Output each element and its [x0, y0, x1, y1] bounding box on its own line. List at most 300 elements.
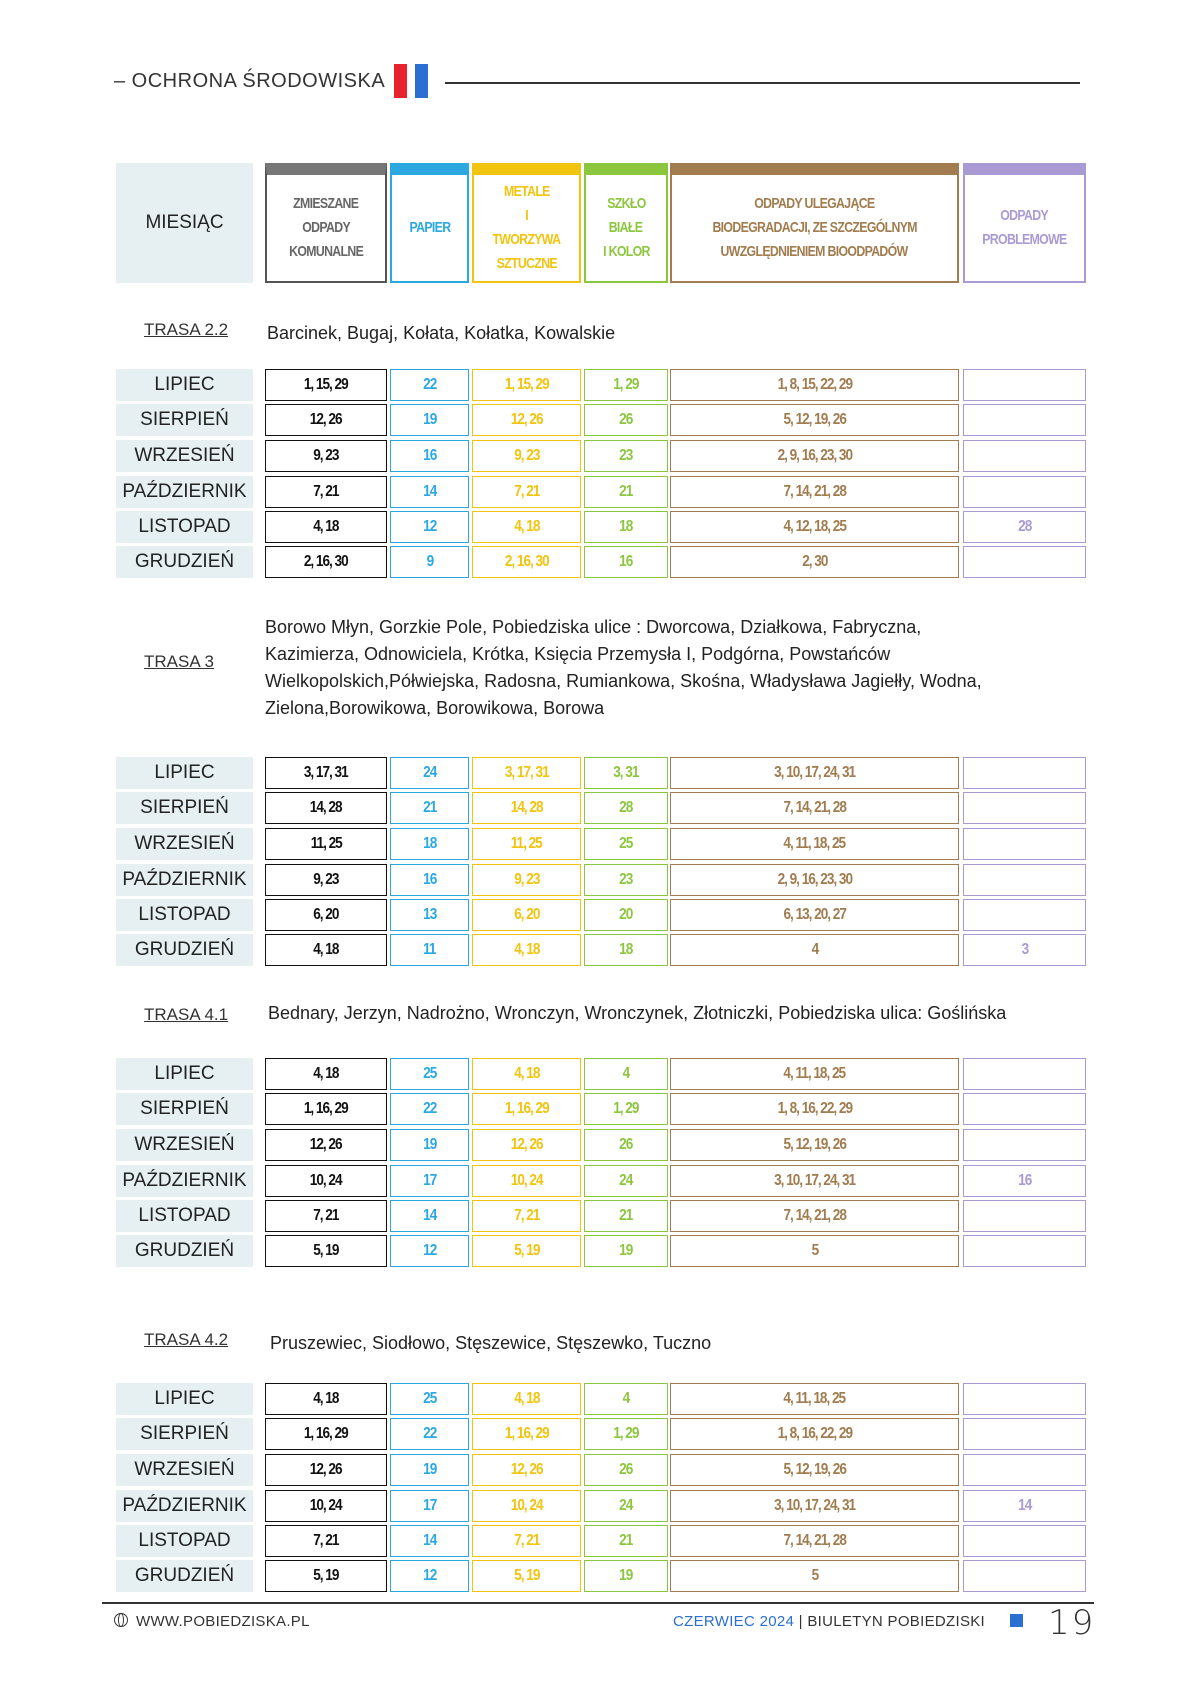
- date-cell-problemowe: [963, 440, 1086, 472]
- date-value: 23: [619, 871, 633, 888]
- date-value: 17: [422, 1172, 437, 1189]
- date-value: 25: [422, 1390, 437, 1407]
- header-line-text: TWORZYWA: [492, 231, 561, 248]
- date-value: 10, 24: [310, 1172, 342, 1189]
- date-cell-komunalne: [265, 1235, 387, 1267]
- date-value: 5, 19: [513, 1567, 540, 1584]
- route-towns-line: Kazimierza, Odnowiciela, Krótka, Księcia Przemysła I, Podgórna, Powstańców: [265, 644, 891, 664]
- date-value: 9, 23: [513, 447, 540, 464]
- date-value: 21: [619, 1532, 633, 1549]
- date-cell-bio: [670, 1235, 959, 1267]
- date-cell-bio: [670, 934, 959, 966]
- date-cell-metale: [472, 1560, 581, 1592]
- date-cell-komunalne: [265, 934, 387, 966]
- date-cell-metale: [472, 546, 581, 578]
- date-value: 4, 18: [513, 518, 540, 535]
- date-value: 14: [422, 483, 437, 500]
- date-value: 7, 21: [513, 1207, 540, 1224]
- date-cell-szklo: [584, 404, 668, 436]
- route-towns-line: Borowo Młyn, Gorzkie Pole, Pobiedziska ulice : Dworcowa, Działkowa, Fabryczna,: [265, 617, 922, 637]
- date-cell-problemowe: [963, 757, 1086, 789]
- date-value: 4, 11, 18, 25: [783, 835, 846, 852]
- date-cell-szklo: [584, 864, 668, 896]
- date-cell-metale: [472, 828, 581, 860]
- header-line-text: METALE: [503, 183, 550, 200]
- date-value: 17: [422, 1497, 437, 1514]
- date-value: 6, 20: [513, 906, 540, 923]
- route-towns: Bednary, Jerzyn, Nadrożno, Wronczyn, Wronczynek, Złotniczki, Pobiedziska ulica: Goślińska: [268, 1003, 1007, 1023]
- date-cell-papier: [390, 934, 469, 966]
- date-cell-problemowe: [963, 864, 1086, 896]
- date-value: 4: [622, 1065, 630, 1082]
- date-value: 7, 21: [313, 483, 339, 500]
- header-bio: [670, 163, 959, 283]
- date-value: 5, 19: [513, 1242, 540, 1259]
- month-label: LIPIEC: [116, 1383, 253, 1415]
- date-cell-problemowe: [963, 1383, 1086, 1415]
- date-cell-papier: [390, 1560, 469, 1592]
- date-value: 26: [619, 1461, 633, 1478]
- month-label: PAŹDZIERNIK: [116, 476, 253, 508]
- date-cell-szklo: [584, 440, 668, 472]
- header-problemowe: [963, 163, 1086, 283]
- date-cell-bio: [670, 1383, 959, 1415]
- month-label: LISTOPAD: [116, 1200, 253, 1232]
- date-cell-papier: [390, 511, 469, 543]
- date-cell-papier: [390, 1418, 469, 1450]
- date-cell-komunalne: [265, 1383, 387, 1415]
- header-line-text: PROBLEMOWE: [982, 231, 1067, 248]
- date-value: 22: [422, 1100, 437, 1117]
- date-cell-papier: [390, 1165, 469, 1197]
- date-cell-bio: [670, 828, 959, 860]
- date-value: 9, 23: [513, 871, 540, 888]
- month-label: LIPIEC: [116, 369, 253, 401]
- date-cell-problemowe: [963, 899, 1086, 931]
- date-value: 3: [1021, 941, 1028, 958]
- footer-publication-name: BIULETYN POBIEDZISKI: [807, 1613, 986, 1630]
- date-cell-szklo: [584, 1129, 668, 1161]
- date-value: 10, 24: [510, 1497, 543, 1514]
- month-label: LISTOPAD: [116, 1525, 253, 1557]
- date-value: 7, 21: [313, 1207, 339, 1224]
- date-value: 16: [422, 447, 437, 464]
- date-value: 14, 28: [510, 799, 543, 816]
- date-cell-szklo: [584, 792, 668, 824]
- date-value: 19: [422, 1461, 437, 1478]
- date-cell-problemowe: [963, 1058, 1086, 1090]
- date-value: 6, 20: [313, 906, 339, 923]
- date-value: 3, 17, 31: [304, 764, 348, 781]
- date-value: 5, 19: [313, 1567, 339, 1584]
- route-label: TRASA 4.2: [144, 1330, 229, 1349]
- date-cell-problemowe: [963, 369, 1086, 401]
- date-value: 12, 26: [310, 1461, 342, 1478]
- date-value: 16: [1017, 1172, 1032, 1189]
- date-cell-komunalne: [265, 476, 387, 508]
- date-cell-szklo: [584, 1490, 668, 1522]
- date-value: 24: [619, 1172, 633, 1189]
- date-value: 23: [619, 447, 633, 464]
- footer-website[interactable]: [114, 1613, 310, 1630]
- date-value: 1, 16, 29: [504, 1425, 549, 1442]
- date-cell-problemowe: [963, 792, 1086, 824]
- month-label: SIERPIEŃ: [116, 792, 253, 824]
- date-cell-metale: [472, 369, 581, 401]
- date-cell-komunalne: [265, 1560, 387, 1592]
- header-metale: [472, 163, 581, 283]
- date-value: 5, 12, 19, 26: [783, 1136, 846, 1153]
- date-value: 7, 14, 21, 28: [783, 1207, 846, 1224]
- footer-issue: CZERWIEC 2024: [673, 1613, 795, 1630]
- date-cell-komunalne: [265, 511, 387, 543]
- date-value: 19: [619, 1567, 633, 1584]
- date-value: 4, 18: [313, 941, 339, 958]
- route-label: TRASA 4.1: [144, 1005, 229, 1024]
- header-line-text: ZMIESZANE: [293, 195, 359, 212]
- header-line-text: I: [525, 207, 528, 224]
- month-label: GRUDZIEŃ: [116, 934, 253, 966]
- date-value: 20: [619, 906, 633, 923]
- month-label: SIERPIEŃ: [116, 1418, 253, 1450]
- date-cell-papier: [390, 1490, 469, 1522]
- date-value: 4, 18: [313, 1065, 339, 1082]
- date-value: 12, 26: [510, 411, 543, 428]
- date-cell-problemowe: [963, 1129, 1086, 1161]
- date-cell-komunalne: [265, 369, 387, 401]
- footer-square-icon: [1010, 1614, 1023, 1627]
- date-value: 2, 16, 30: [304, 553, 348, 570]
- header-line-text: ODPADY: [1000, 207, 1049, 224]
- date-cell-papier: [390, 1454, 469, 1486]
- date-value: 25: [619, 835, 633, 852]
- date-cell-szklo: [584, 1383, 668, 1415]
- date-cell-szklo: [584, 1058, 668, 1090]
- flag-red-bar: [394, 64, 407, 98]
- page-number: 19: [1048, 1603, 1096, 1643]
- date-value: 5, 19: [313, 1242, 339, 1259]
- header-line-text: BIODEGRADACJI, ZE SZCZEGÓLNYM: [712, 219, 917, 236]
- date-value: 2, 30: [801, 553, 828, 570]
- route-towns: Barcinek, Bugaj, Kołata, Kołatka, Kowalskie: [267, 323, 616, 343]
- date-value: 1, 8, 15, 22, 29: [777, 376, 852, 393]
- footer-divider: [102, 1602, 1094, 1604]
- date-cell-szklo: [584, 546, 668, 578]
- date-cell-problemowe: [963, 1418, 1086, 1450]
- date-cell-metale: [472, 1454, 581, 1486]
- date-cell-metale: [472, 864, 581, 896]
- date-cell-komunalne: [265, 1058, 387, 1090]
- date-cell-metale: [472, 1235, 581, 1267]
- date-cell-bio: [670, 1129, 959, 1161]
- date-cell-szklo: [584, 757, 668, 789]
- date-value: 28: [619, 799, 633, 816]
- date-value: 1, 29: [613, 1100, 639, 1117]
- month-label: LIPIEC: [116, 1058, 253, 1090]
- date-value: 3, 31: [613, 764, 639, 781]
- date-cell-bio: [670, 1490, 959, 1522]
- month-label: GRUDZIEŃ: [116, 546, 253, 578]
- month-label: PAŹDZIERNIK: [116, 1490, 253, 1522]
- date-cell-metale: [472, 1093, 581, 1125]
- date-cell-szklo: [584, 1560, 668, 1592]
- date-cell-bio: [670, 899, 959, 931]
- date-cell-metale: [472, 476, 581, 508]
- date-cell-szklo: [584, 511, 668, 543]
- date-cell-papier: [390, 757, 469, 789]
- date-value: 7, 14, 21, 28: [783, 799, 846, 816]
- header-line-text: I KOLOR: [602, 243, 650, 260]
- route-towns-line: Wielkopolskich,Półwiejska, Radosna, Rumiankowa, Skośna, Władysława Jagiełły, Wodna,: [265, 671, 982, 691]
- date-value: 4, 18: [313, 518, 339, 535]
- date-cell-problemowe: [963, 1093, 1086, 1125]
- date-value: 4, 11, 18, 25: [783, 1390, 846, 1407]
- date-cell-papier: [390, 369, 469, 401]
- date-cell-komunalne: [265, 828, 387, 860]
- date-value: 14: [422, 1207, 437, 1224]
- date-value: 3, 10, 17, 24, 31: [774, 1497, 855, 1514]
- date-value: 14: [1017, 1497, 1032, 1514]
- date-value: 4, 18: [513, 1390, 540, 1407]
- date-value: 5, 12, 19, 26: [783, 411, 846, 428]
- date-value: 6, 13, 20, 27: [783, 906, 846, 923]
- date-value: 7, 14, 21, 28: [783, 483, 846, 500]
- date-value: 10, 24: [310, 1497, 342, 1514]
- date-cell-papier: [390, 899, 469, 931]
- month-label: LIPIEC: [116, 757, 253, 789]
- date-value: 25: [422, 1065, 437, 1082]
- date-value: 18: [619, 941, 633, 958]
- date-cell-komunalne: [265, 1454, 387, 1486]
- date-cell-komunalne: [265, 546, 387, 578]
- date-value: 9, 23: [313, 447, 339, 464]
- date-value: 26: [619, 411, 633, 428]
- date-cell-komunalne: [265, 1093, 387, 1125]
- header-szklo: [584, 163, 668, 283]
- date-cell-metale: [472, 899, 581, 931]
- date-cell-metale: [472, 792, 581, 824]
- date-value: 4: [622, 1390, 630, 1407]
- route-label: TRASA 2.2: [144, 320, 229, 339]
- date-value: 1, 15, 29: [504, 376, 549, 393]
- date-value: 5: [811, 1567, 818, 1584]
- date-cell-papier: [390, 1129, 469, 1161]
- date-value: 12, 26: [510, 1461, 543, 1478]
- flag-blue-bar: [415, 64, 428, 98]
- date-cell-metale: [472, 1200, 581, 1232]
- date-cell-szklo: [584, 369, 668, 401]
- date-cell-problemowe: [963, 1165, 1086, 1197]
- date-value: 12, 26: [310, 411, 342, 428]
- date-cell-komunalne: [265, 404, 387, 436]
- date-value: 4, 12, 18, 25: [783, 518, 846, 535]
- route-towns: [265, 614, 1085, 722]
- date-cell-papier: [390, 792, 469, 824]
- date-cell-bio: [670, 1058, 959, 1090]
- date-cell-szklo: [584, 899, 668, 931]
- date-value: 1, 16, 29: [304, 1100, 348, 1117]
- date-cell-metale: [472, 1383, 581, 1415]
- date-value: 19: [422, 411, 437, 428]
- date-cell-komunalne: [265, 899, 387, 931]
- date-cell-szklo: [584, 1525, 668, 1557]
- date-cell-problemowe: [963, 828, 1086, 860]
- header-divider: [445, 82, 1080, 84]
- date-cell-papier: [390, 476, 469, 508]
- month-label: WRZESIEŃ: [116, 1454, 253, 1486]
- date-value: 4, 18: [513, 1065, 540, 1082]
- month-label: GRUDZIEŃ: [116, 1560, 253, 1592]
- date-value: 24: [619, 1497, 633, 1514]
- date-cell-problemowe: [963, 1235, 1086, 1267]
- month-label: SIERPIEŃ: [116, 404, 253, 436]
- month-label: PAŹDZIERNIK: [116, 864, 253, 896]
- header-line-text: BIAŁE: [609, 219, 643, 236]
- date-cell-szklo: [584, 1418, 668, 1450]
- month-label: WRZESIEŃ: [116, 828, 253, 860]
- date-cell-bio: [670, 546, 959, 578]
- footer-separator: |: [798, 1613, 803, 1630]
- header-komunalne: [265, 163, 387, 283]
- date-value: 14: [422, 1532, 437, 1549]
- date-cell-bio: [670, 1093, 959, 1125]
- date-cell-szklo: [584, 1165, 668, 1197]
- date-cell-komunalne: [265, 1490, 387, 1522]
- date-cell-metale: [472, 1525, 581, 1557]
- date-value: 3, 10, 17, 24, 31: [774, 1172, 855, 1189]
- date-cell-komunalne: [265, 792, 387, 824]
- header-line-text: UWZGLĘDNIENIEM BIOODPADÓW: [720, 243, 908, 260]
- date-value: 19: [422, 1136, 437, 1153]
- date-cell-bio: [670, 404, 959, 436]
- date-value: 12, 26: [310, 1136, 342, 1153]
- date-cell-metale: [472, 1490, 581, 1522]
- globe-icon: [114, 1613, 128, 1627]
- date-value: 5, 12, 19, 26: [783, 1461, 846, 1478]
- route-towns: Pruszewiec, Siodłowo, Stęszewice, Stęszewko, Tuczno: [270, 1333, 712, 1353]
- date-cell-bio: [670, 1560, 959, 1592]
- date-value: 2, 16, 30: [504, 553, 549, 570]
- route-towns-line: Zielona,Borowikowa, Borowikowa, Borowa: [265, 698, 605, 718]
- date-cell-papier: [390, 1525, 469, 1557]
- date-value: 2, 9, 16, 23, 30: [777, 447, 852, 464]
- date-value: 12: [422, 1567, 437, 1584]
- date-cell-papier: [390, 440, 469, 472]
- date-value: 4: [811, 941, 818, 958]
- month-label: WRZESIEŃ: [116, 1129, 253, 1161]
- month-label: WRZESIEŃ: [116, 440, 253, 472]
- month-label: GRUDZIEŃ: [116, 1235, 253, 1267]
- date-cell-bio: [670, 757, 959, 789]
- date-cell-bio: [670, 864, 959, 896]
- date-value: 3, 10, 17, 24, 31: [774, 764, 855, 781]
- date-cell-szklo: [584, 934, 668, 966]
- date-value: 4, 18: [313, 1390, 339, 1407]
- date-cell-bio: [670, 369, 959, 401]
- date-cell-bio: [670, 1454, 959, 1486]
- date-value: 7, 14, 21, 28: [783, 1532, 846, 1549]
- date-cell-papier: [390, 404, 469, 436]
- date-cell-bio: [670, 792, 959, 824]
- section-title: – OCHRONA ŚRODOWISKA: [114, 70, 386, 92]
- date-value: 7, 21: [513, 483, 540, 500]
- date-value: 11, 25: [310, 835, 342, 852]
- date-cell-komunalne: [265, 864, 387, 896]
- date-cell-metale: [472, 511, 581, 543]
- date-cell-problemowe: [963, 1525, 1086, 1557]
- date-value: 7, 21: [513, 1532, 540, 1549]
- date-value: 12: [422, 518, 437, 535]
- date-value: 1, 29: [613, 376, 639, 393]
- date-value: 21: [422, 799, 437, 816]
- header-line-text: ODPADY: [302, 219, 350, 236]
- date-cell-problemowe: [963, 546, 1086, 578]
- date-value: 4, 11, 18, 25: [783, 1065, 846, 1082]
- date-cell-papier: [390, 864, 469, 896]
- date-cell-bio: [670, 440, 959, 472]
- route-label: TRASA 3: [144, 652, 214, 671]
- month-label: SIERPIEŃ: [116, 1093, 253, 1125]
- header-line-text: SZTUCZNE: [496, 255, 557, 272]
- date-value: 2, 9, 16, 23, 30: [777, 871, 852, 888]
- date-value: 12, 26: [510, 1136, 543, 1153]
- date-value: 18: [619, 518, 633, 535]
- date-cell-komunalne: [265, 1418, 387, 1450]
- date-cell-bio: [670, 511, 959, 543]
- month-label: LISTOPAD: [116, 899, 253, 931]
- date-cell-papier: [390, 1058, 469, 1090]
- date-value: 11: [423, 941, 436, 958]
- date-value: 22: [422, 1425, 437, 1442]
- date-cell-szklo: [584, 1093, 668, 1125]
- date-cell-komunalne: [265, 1525, 387, 1557]
- date-cell-metale: [472, 440, 581, 472]
- date-value: 1, 8, 16, 22, 29: [777, 1100, 852, 1117]
- date-cell-komunalne: [265, 440, 387, 472]
- date-cell-szklo: [584, 1454, 668, 1486]
- date-cell-problemowe: [963, 1200, 1086, 1232]
- date-value: 16: [619, 553, 633, 570]
- date-cell-metale: [472, 404, 581, 436]
- date-cell-szklo: [584, 1200, 668, 1232]
- date-value: 14, 28: [310, 799, 342, 816]
- header-line-text: KOMUNALNE: [288, 243, 364, 260]
- date-value: 13: [422, 906, 437, 923]
- date-cell-papier: [390, 1093, 469, 1125]
- date-cell-metale: [472, 934, 581, 966]
- date-cell-bio: [670, 1200, 959, 1232]
- date-cell-komunalne: [265, 757, 387, 789]
- date-value: 4, 18: [513, 941, 540, 958]
- date-value: 1, 29: [613, 1425, 639, 1442]
- date-cell-metale: [472, 1058, 581, 1090]
- date-cell-papier: [390, 1200, 469, 1232]
- date-cell-szklo: [584, 476, 668, 508]
- footer-publication: [673, 1613, 985, 1630]
- date-cell-problemowe: [963, 511, 1086, 543]
- header-month: MIESIĄC: [116, 163, 253, 283]
- date-cell-szklo: [584, 1235, 668, 1267]
- date-value: 21: [619, 1207, 633, 1224]
- date-cell-metale: [472, 1129, 581, 1161]
- date-value: 9: [426, 553, 433, 570]
- date-cell-papier: [390, 1235, 469, 1267]
- date-value: 10, 24: [510, 1172, 543, 1189]
- footer-url-text: WWW.POBIEDZISKA.PL: [136, 1613, 310, 1630]
- date-value: 24: [422, 764, 437, 781]
- date-cell-bio: [670, 476, 959, 508]
- header-line-text: ODPADY ULEGAJĄCE: [754, 195, 875, 212]
